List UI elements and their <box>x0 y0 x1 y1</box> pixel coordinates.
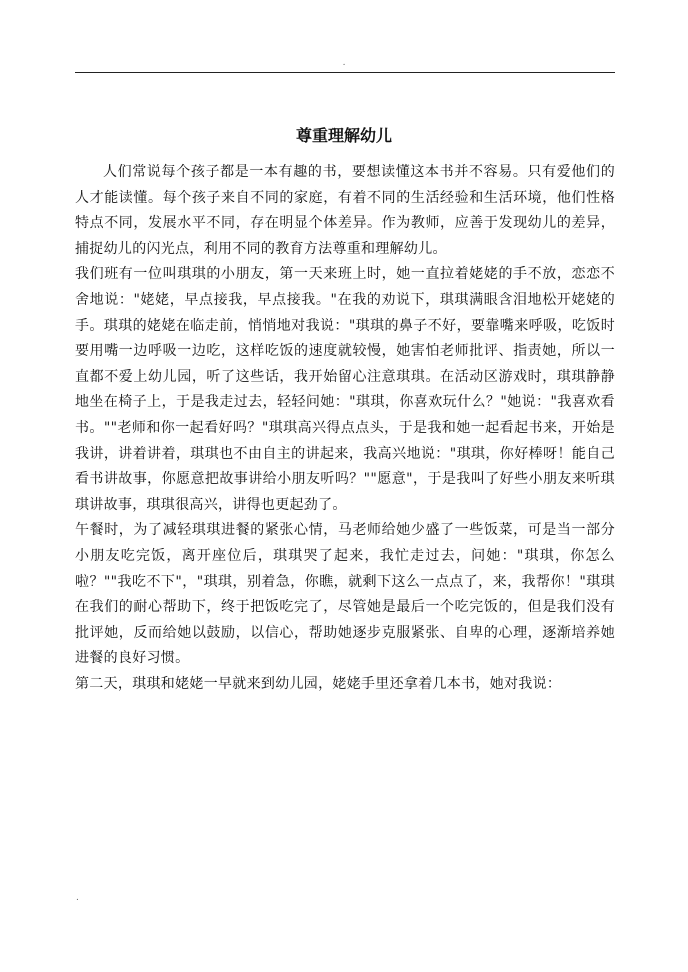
paragraph-story: 我们班有一位叫琪琪的小朋友，第一天来班上时，她一直拉着姥姥的手不放，恋恋不舍地说："姥姥，早点接我，早点接我。"在我的劝说下，琪琪满眼含泪地松开姥姥的手。琪琪的姥姥在临走前，悄悄地对我说："琪琪的鼻子不好，要靠嘴来呼吸，吃饭时要用嘴一边呼吸一边吃，这样吃饭的速度就较慢，她害怕老师批评、指责她，所以一直都不爱上幼儿园，听了这些话，我开始留心注意琪琪。在活动区游戏时，琪琪静静地坐在椅子上，于是我走过去，轻轻问她："琪琪，你喜欢玩什么？"她说："我喜欢看书。""老师和你一起看好吗？"琪琪高兴得点点头，于是我和她一起看起书来，开始是我讲，讲着讲着，琪琪也不由自主的讲起来，我高兴地说："琪琪，你好棒呀！能自己看书讲故事，你愿意把故事讲给小朋友听吗？""愿意"，于是我叫了好些小朋友来听琪琪讲故事，琪琪很高兴，讲得也更起劲了。 <box>75 266 615 513</box>
paragraph-next-day: 第二天，琪琪和姥姥一早就来到幼儿园，姥姥手里还拿着几本书，她对我说： <box>75 675 562 692</box>
paragraph-intro: 人们常说每个孩子都是一本有趣的书，要想读懂这本书并不容易。只有爱他们的人才能读懂。每个孩子来自不同的家庭，有着不同的生活经验和生活环境，他们性格特点不同，发展水平不同，存在明显个体差异。作为教师，应善于发现幼儿的差异，捕捉幼儿的闪光点，利用不同的教育方法尊重和理解幼儿。 <box>75 164 615 257</box>
header-rule <box>75 72 615 73</box>
document-body <box>75 160 615 697</box>
footer-mark: . <box>76 893 79 903</box>
header-mark: . <box>342 58 346 68</box>
paragraph-lunch: 午餐时，为了减轻琪琪进餐的紧张心情，马老师给她少盛了一些饭菜，可是当一部分小朋友吃完饭，离开座位后，琪琪哭了起来，我忙走过去，问她："琪琪，你怎么啦？""我吃不下"，"琪琪，别着急，你瞧，就剩下这么一点点了，来，我帮你！"琪琪在我们的耐心帮助下，终于把饭吃完了，尽管她是最后一个吃完饭的，但是我们没有批评她，反而给她以鼓励，以信心，帮助她逐步克服紧张、自卑的心理，逐渐培养她进餐的良好习惯。 <box>75 522 615 667</box>
document-title: 尊重理解幼儿 <box>295 126 392 145</box>
